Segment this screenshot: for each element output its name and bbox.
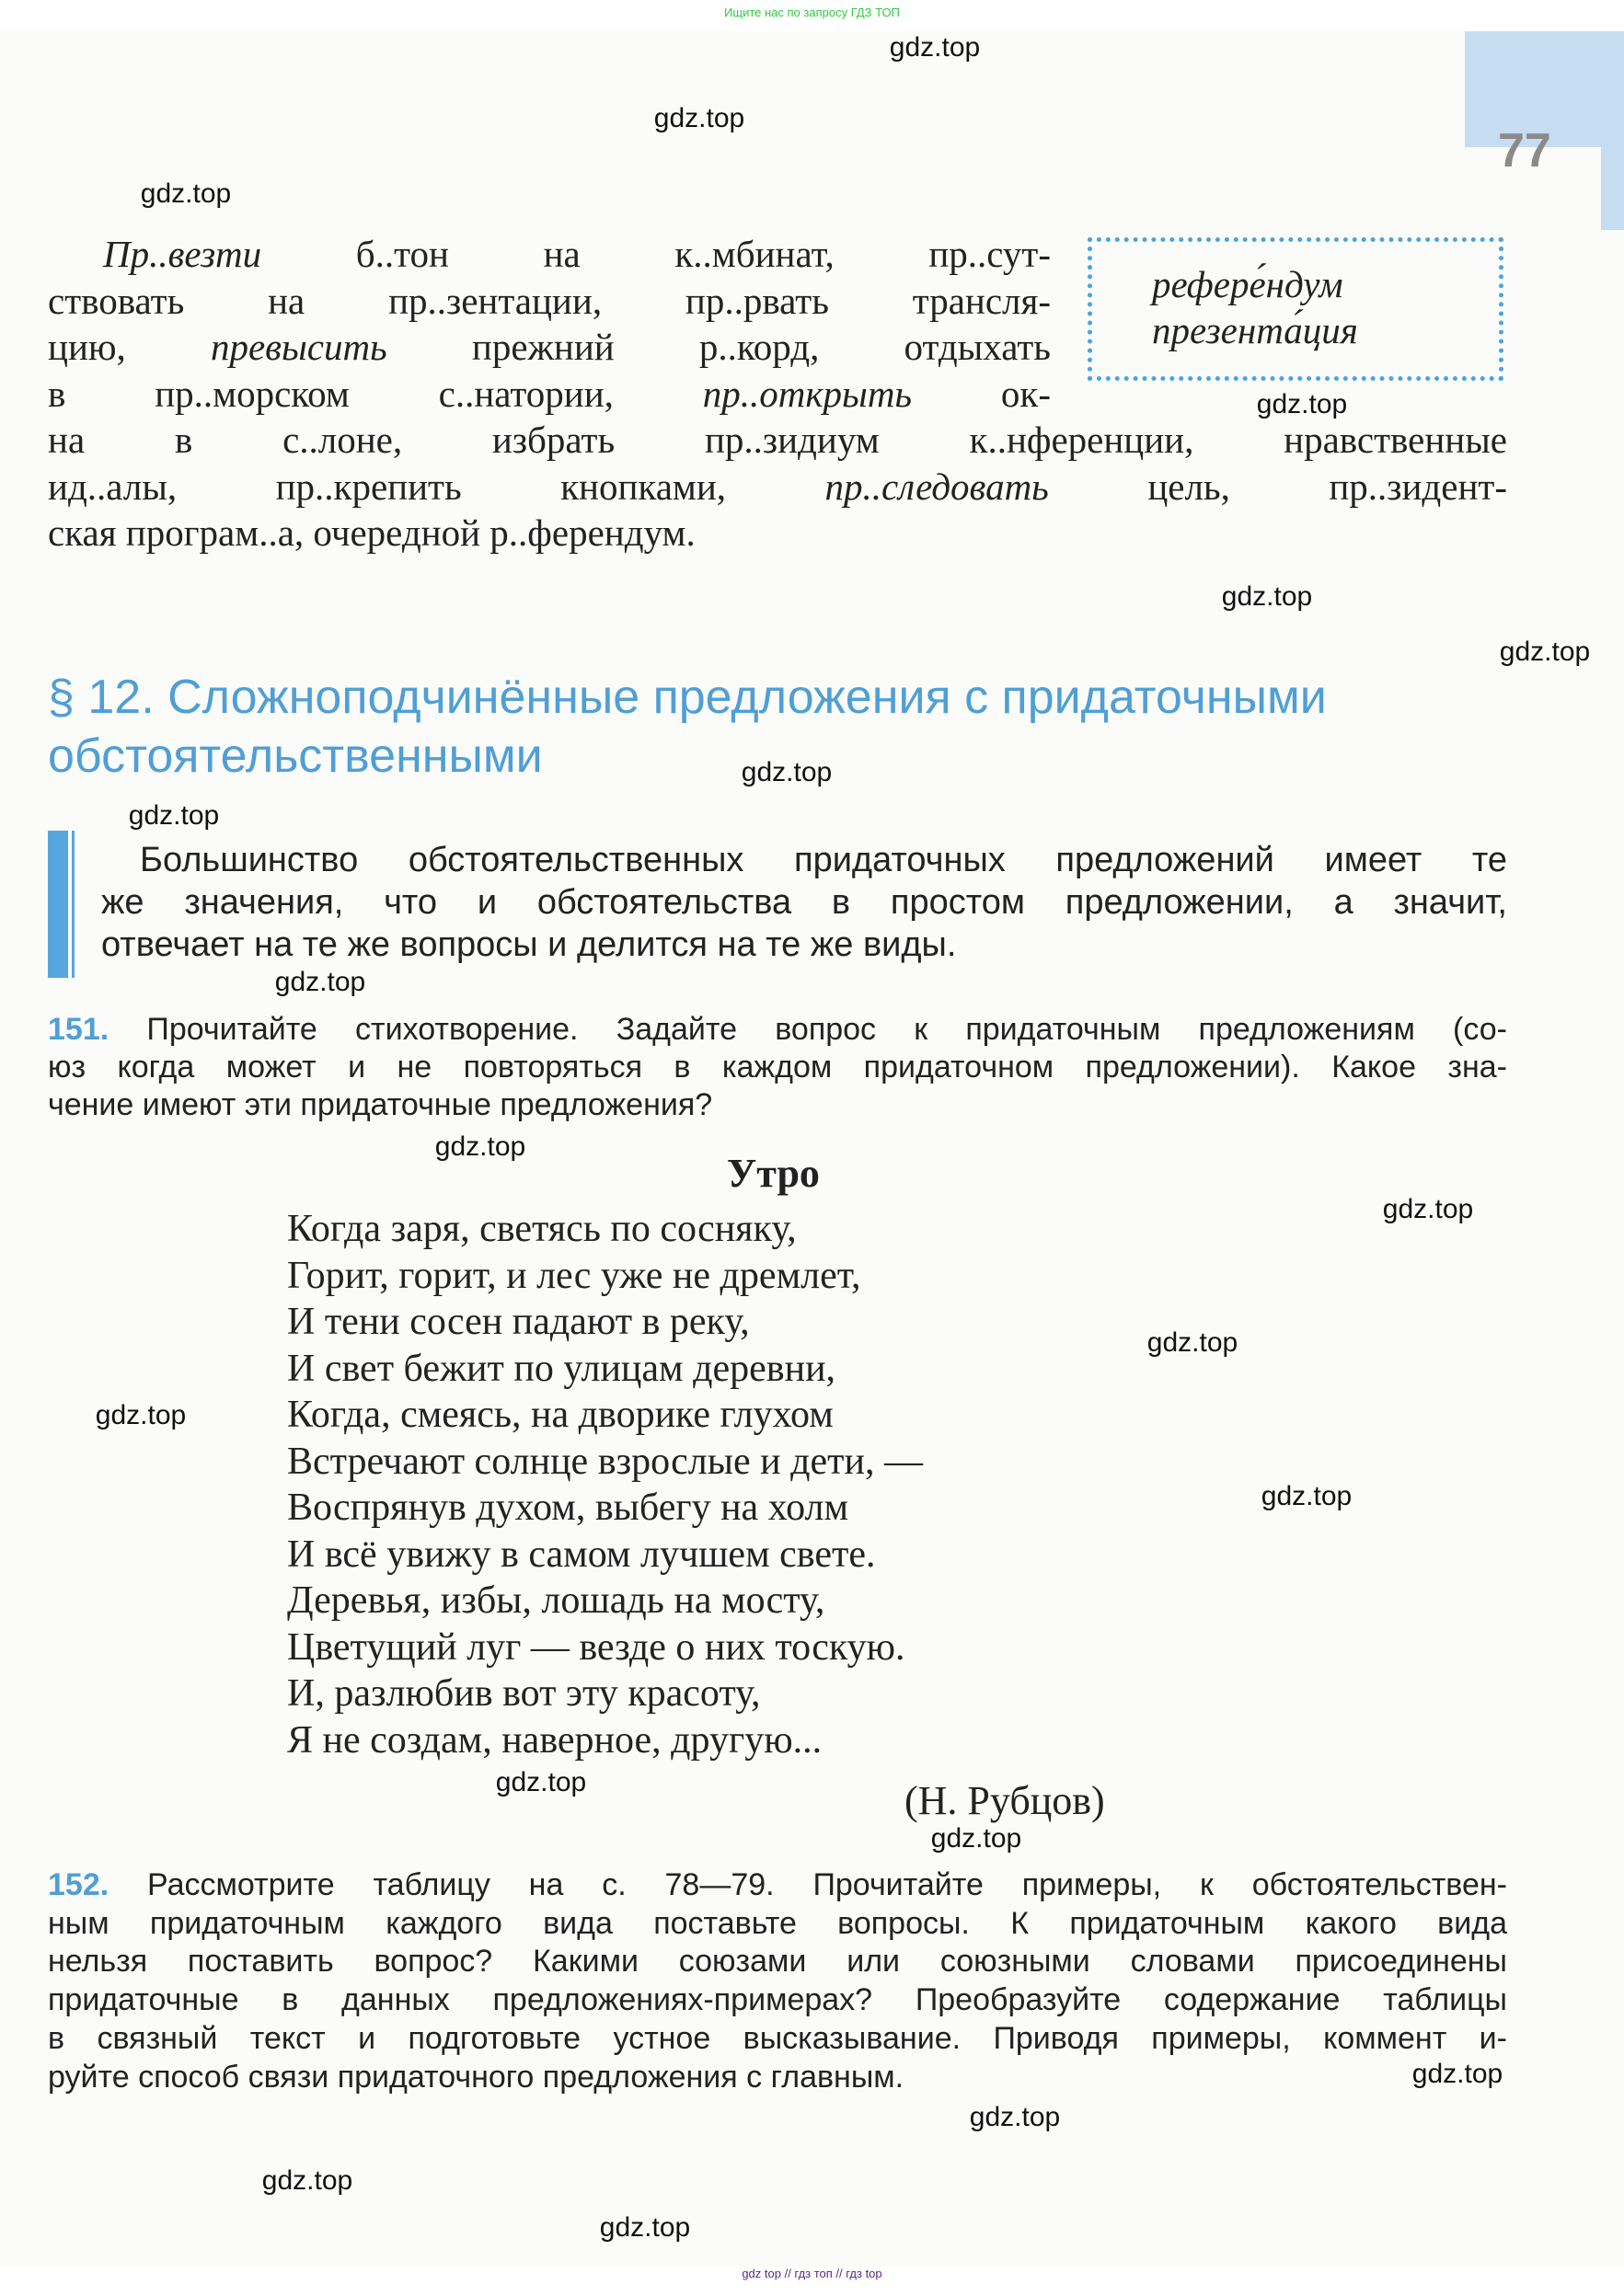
task-151-line: чение имеют эти придаточные предложения? bbox=[48, 1087, 713, 1122]
rule-line: отвечает на те же вопросы и делится на те же виды. bbox=[101, 925, 957, 964]
task-152-line bbox=[48, 1944, 1507, 1980]
task-152-text: Рассмотрите таблицу на с. 78—79. Прочитайте примеры, к обстоятельствен- bbox=[109, 1867, 1507, 1902]
watermark-text: gdz.top bbox=[434, 1131, 526, 1162]
task-152-line bbox=[48, 1906, 1507, 1942]
watermark-text: gdz.top bbox=[653, 103, 745, 133]
task-number: 151. bbox=[48, 1012, 109, 1047]
poem-line: И всё увижу в самом лучшем свете. bbox=[287, 1533, 876, 1576]
watermark-text: gdz.top bbox=[140, 178, 232, 209]
watermark-text: gdz.top bbox=[128, 800, 220, 831]
task-151-line: юз когда может и не повторяться в каждом придаточном предложении). Какое зна- bbox=[48, 1050, 1507, 1085]
exercise-segment: б..тон на к..мбинат, пр..сут- bbox=[261, 233, 1051, 275]
poem-author: (Н. Рубцов) bbox=[904, 1778, 1105, 1823]
exercise-segment: пр..открыть bbox=[702, 372, 913, 415]
task-152-text: в связный текст и подготовьте устное высказывание. Приводя примеры, коммент и- bbox=[48, 2020, 1507, 2056]
bottom-banner-note: gdz top // гдз топ // гдз top bbox=[742, 2267, 882, 2280]
poem-line: Я не создам, наверное, другую... bbox=[287, 1718, 823, 1762]
poem-line: Горит, горит, и лес уже не дремлет, bbox=[287, 1254, 861, 1297]
poem-line: И свет бежит по улицам деревни, bbox=[287, 1347, 836, 1390]
exercise-segment: на в с..лоне, избрать пр..зидиум к..нференции, нравственные bbox=[48, 419, 1507, 461]
task-152-text: придаточные в данных предложениях-примерах? Преобразуйте содержание таблицы bbox=[48, 1982, 1507, 2018]
poem-line: Воспрянув духом, выбегу на холм bbox=[287, 1487, 849, 1529]
exercise-segment: цию, bbox=[48, 326, 211, 368]
watermark-text: gdz.top bbox=[1499, 637, 1591, 667]
poem-line: И, разлюбив вот эту красоту, bbox=[287, 1672, 761, 1715]
exercise-segment: цель, пр..зидент- bbox=[1048, 465, 1508, 508]
poem-line: Деревья, избы, лошадь на мосту, bbox=[287, 1579, 825, 1622]
page-number: 77 bbox=[1498, 124, 1551, 178]
poem-title: Утро bbox=[727, 1151, 820, 1196]
watermark-text: gdz.top bbox=[969, 2102, 1061, 2132]
watermark-text: gdz.top bbox=[889, 32, 981, 63]
watermark-text: gdz.top bbox=[261, 2165, 353, 2196]
poem-line: Встречают солнце взрослые и дети, — bbox=[287, 1440, 923, 1483]
exercise-segment: ствовать на пр..зентации, пр..рвать трансля- bbox=[48, 279, 1051, 322]
exercise-line bbox=[48, 511, 968, 555]
task-152-text: руйте способ связи придаточного предложения с главным. bbox=[48, 2059, 904, 2095]
task-152-line bbox=[48, 2021, 1507, 2057]
exercise-line bbox=[48, 325, 1051, 369]
watermark-text: gdz.top bbox=[599, 2212, 691, 2243]
exercise-line bbox=[48, 372, 1051, 416]
exercise-line bbox=[48, 418, 1507, 462]
vocabulary-box bbox=[1088, 237, 1503, 381]
exercise-line bbox=[103, 232, 1051, 276]
rule-marker-line bbox=[72, 831, 75, 978]
watermark-text: gdz.top bbox=[1411, 2059, 1503, 2089]
watermark-text: gdz.top bbox=[1261, 1481, 1353, 1511]
exercise-segment: превысить bbox=[210, 326, 387, 368]
exercise-segment: ок- bbox=[912, 372, 1052, 415]
poem-line: Когда заря, светясь по сосняку, bbox=[287, 1208, 797, 1250]
watermark-text: gdz.top bbox=[741, 757, 833, 787]
watermark-text: gdz.top bbox=[1221, 581, 1313, 612]
task-152-line bbox=[48, 1982, 1507, 2018]
task-151-line: 151. Прочитайте стихотворение. Задайте вопрос к придаточным предложениям (со- bbox=[48, 1012, 1507, 1047]
poem-line: Когда, смеясь, на дворике глухом bbox=[287, 1394, 834, 1436]
rule-marker bbox=[48, 831, 68, 978]
watermark-text: gdz.top bbox=[1256, 389, 1348, 419]
watermark-text: gdz.top bbox=[1146, 1327, 1238, 1358]
exercise-segment: Пр..везти bbox=[103, 233, 262, 275]
rule-line: Большинство обстоятельственных придаточных предложений имеет те bbox=[140, 841, 1507, 879]
exercise-segment: пр..следовать bbox=[824, 465, 1049, 508]
page-corner-tab-edge bbox=[1601, 147, 1624, 230]
vocab-word: презента́ция bbox=[1152, 309, 1358, 351]
task-152-text: нельзя поставить вопрос? Какими союзами или союзными словами присоединены bbox=[48, 1944, 1507, 1980]
exercise-segment: ид..алы, пр..крепить кнопками, bbox=[48, 465, 825, 508]
task-152-line bbox=[48, 1867, 1507, 1903]
watermark-text: gdz.top bbox=[930, 1823, 1022, 1854]
rule-line: же значения, что и обстоятельства в простом предложении, а значит, bbox=[101, 883, 1507, 922]
watermark-text: gdz.top bbox=[95, 1400, 187, 1430]
section-heading: § 12. Сложноподчинённые предложения с придаточными bbox=[48, 671, 1327, 724]
watermark-text: gdz.top bbox=[1382, 1194, 1474, 1224]
top-banner-note: Ищите нас по запросу ГДЗ ТОП bbox=[724, 6, 900, 19]
watermark-text: gdz.top bbox=[495, 1767, 587, 1797]
section-heading-cont: обстоятельственными bbox=[48, 729, 543, 783]
task-152-line bbox=[48, 2060, 1244, 2095]
exercise-segment: в пр..морском с..натории, bbox=[48, 372, 703, 415]
exercise-segment: ская програм..а, очередной р..ферендум. bbox=[48, 511, 696, 554]
exercise-segment: прежний р..корд, отдыхать bbox=[386, 326, 1052, 368]
poem-line: И тени сосен падают в реку, bbox=[287, 1301, 750, 1343]
exercise-line bbox=[48, 465, 1507, 509]
watermark-text: gdz.top bbox=[274, 967, 366, 997]
task-number: 152. bbox=[48, 1867, 109, 1902]
exercise-line bbox=[48, 279, 1051, 323]
vocab-word: рефере́ндум bbox=[1152, 263, 1343, 305]
task-152-text: ным придаточным каждого вида поставьте вопросы. К придаточным какого вида bbox=[48, 1905, 1507, 1941]
poem-line: Цветущий луг — везде о них тоскую. bbox=[287, 1625, 905, 1669]
